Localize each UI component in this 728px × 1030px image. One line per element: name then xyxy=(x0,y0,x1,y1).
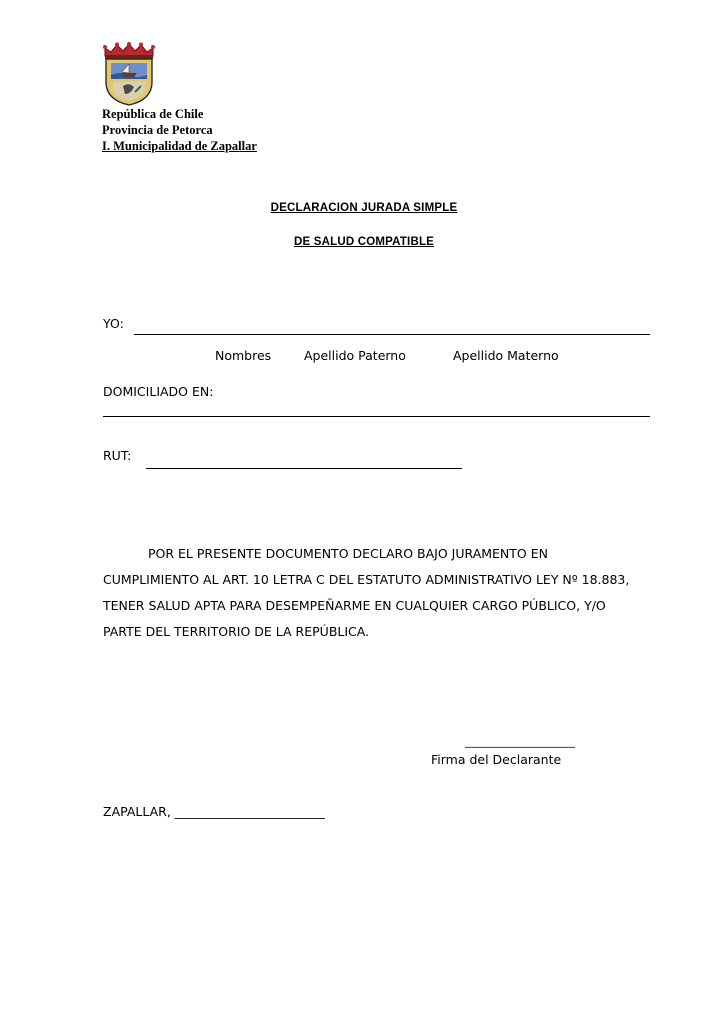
header-municipalidad: I. Municipalidad de Zapallar xyxy=(102,139,257,153)
rut-line xyxy=(146,468,462,469)
domicilio-line xyxy=(103,416,650,417)
signature-label: Firma del Declarante xyxy=(431,752,562,767)
caption-nombres: Nombres xyxy=(215,348,272,363)
domicilio-label: DOMICILIADO EN: xyxy=(103,384,214,399)
declaration-line-1: POR EL PRESENTE DOCUMENTO DECLARO BAJO JURAMENTO EN xyxy=(148,546,548,561)
declaration-line-4: PARTE DEL TERRITORIO DE LA REPÚBLICA. xyxy=(103,624,370,639)
rut-label: RUT: xyxy=(103,448,132,463)
declaration-line-3: TENER SALUD APTA PARA DESEMPEÑARME EN CUALQUIER CARGO PÚBLICO, Y/O xyxy=(103,598,606,613)
yo-line xyxy=(134,334,650,335)
signature-blank: ____________________ xyxy=(465,735,575,748)
caption-apellido-materno: Apellido Materno xyxy=(453,348,559,363)
caption-apellido-paterno: Apellido Paterno xyxy=(304,348,406,363)
place-date-line: ZAPALLAR, ________________________ xyxy=(103,804,325,819)
document-subtitle: DE SALUD COMPATIBLE xyxy=(293,236,435,248)
declaration-line-2: CUMPLIMIENTO AL ART. 10 LETRA C DEL ESTATUTO ADMINISTRATIVO LEY Nº 18.883, xyxy=(103,572,630,587)
document-title: DECLARACION JURADA SIMPLE xyxy=(270,202,458,214)
header-republica: República de Chile xyxy=(102,107,204,121)
zapallar-coat-of-arms-icon xyxy=(101,42,157,106)
header-provincia: Provincia de Petorca xyxy=(102,123,213,137)
yo-label: YO: xyxy=(103,316,124,331)
